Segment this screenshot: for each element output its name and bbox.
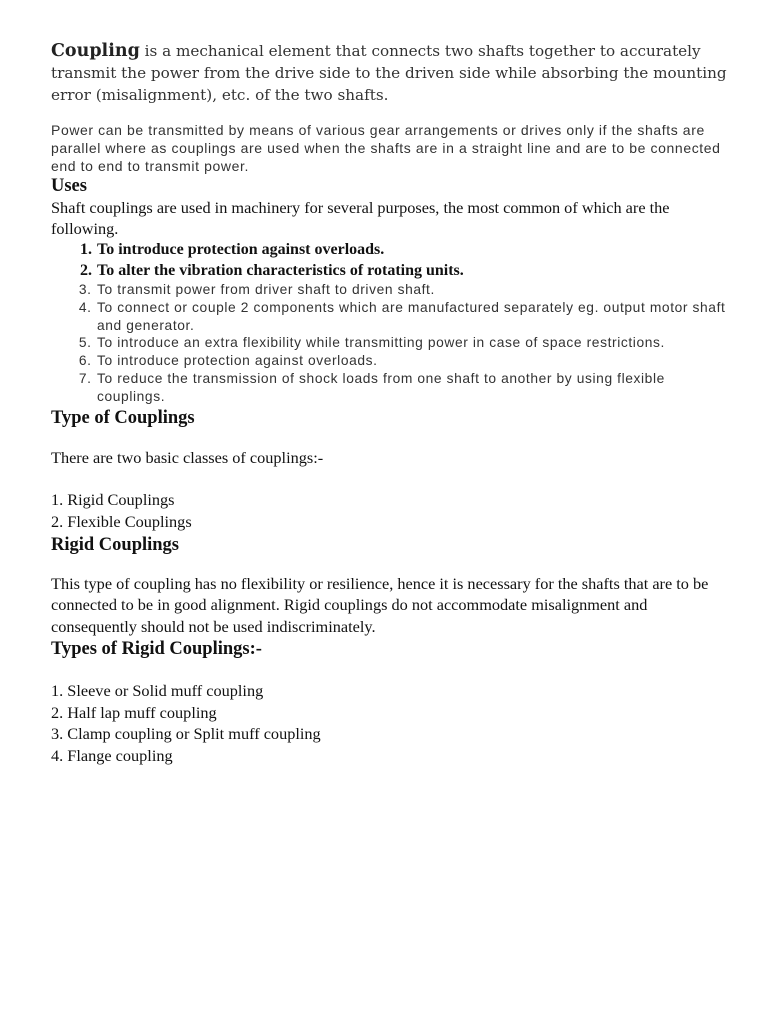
rigid-types-item: 2. Half lap muff coupling bbox=[51, 702, 217, 722]
rigid-types-heading: Types of Rigid Couplings:- bbox=[51, 639, 262, 660]
uses-item: 4. To connect or couple 2 components which are manufactured separately eg. output motor shaft and generator. bbox=[96, 299, 734, 335]
types-item: 2. Flexible Couplings bbox=[51, 511, 192, 531]
types-heading: Type of Couplings bbox=[51, 407, 195, 428]
uses-intro: Shaft couplings are used in machinery for several purposes, the most common of which are the following. bbox=[51, 198, 670, 238]
intro-text: is a mechanical element that connects two shafts together to accurately transmit the power from the drive side to the driven side while absorbing the mounting error (misalignment), etc. of the two shafts. bbox=[51, 42, 727, 104]
uses-list bbox=[51, 239, 734, 406]
rigid-types-item: 4. Flange coupling bbox=[51, 745, 173, 765]
uses-item: 7. To reduce the transmission of shock loads from one shaft to another by using flexible couplings. bbox=[96, 370, 734, 406]
types-item: 1. Rigid Couplings bbox=[51, 489, 175, 509]
rigid-types-item: 1. Sleeve or Solid muff coupling bbox=[51, 681, 264, 701]
intro-term: Coupling bbox=[51, 41, 140, 61]
rigid-heading: Rigid Couplings bbox=[51, 534, 180, 555]
types-intro: There are two basic classes of couplings:- bbox=[51, 447, 324, 467]
intro-paragraph bbox=[51, 40, 734, 106]
rigid-types-list bbox=[51, 680, 734, 766]
uses-item: 1. To introduce protection against overloads. bbox=[96, 239, 734, 260]
rigid-paragraph: This type of coupling has no flexibility or resilience, hence it is necessary for the shafts that are to be connected to be in good alignment. Rigid couplings do not accommodate misalignment and consequently should not be used indiscriminately. bbox=[51, 573, 709, 636]
power-paragraph: Power can be transmitted by means of various gear arrangements or drives only if the shafts are parallel where as couplings are used when the shafts are in a straight line and are to be connected end to end to transmit power. bbox=[51, 122, 721, 174]
uses-heading: Uses bbox=[51, 176, 87, 196]
uses-item: 5. To introduce an extra flexibility while transmitting power in case of space restrictions. bbox=[96, 334, 734, 352]
uses-item: 3. To transmit power from driver shaft to driven shaft. bbox=[96, 281, 734, 299]
rigid-types-item: 3. Clamp coupling or Split muff coupling bbox=[51, 724, 321, 744]
uses-item: 2. To alter the vibration characteristics of rotating units. bbox=[96, 260, 734, 281]
types-list bbox=[51, 489, 734, 533]
uses-item: 6. To introduce protection against overloads. bbox=[96, 352, 734, 370]
